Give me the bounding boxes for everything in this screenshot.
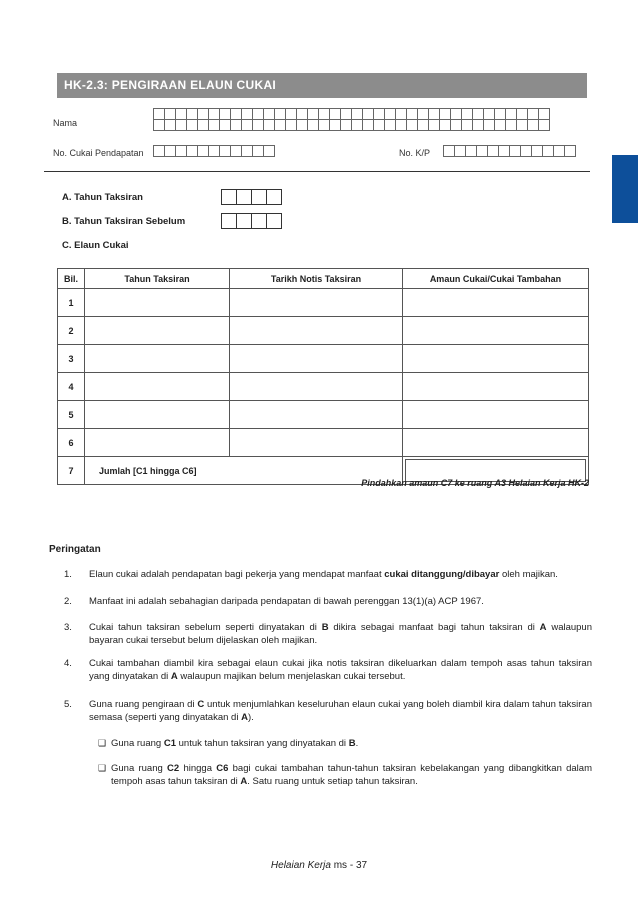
list-item: 5. Guna ruang pengiraan di C untuk menjumlahkan keseluruhan elaun cukai yang boleh diambil kira dalam tahun taksiran semasa (seperti yang dinyatakan di A). [64,699,592,723]
warning-title: Peringatan [49,544,101,555]
divider [44,171,590,172]
total-label: Jumlah [C1 hingga C6] [85,457,403,485]
col-header-bil: Bil. [58,269,85,289]
row-number: 1 [58,289,85,317]
amaun-cell[interactable] [403,429,589,457]
amaun-cell[interactable] [403,345,589,373]
no-kp-label: No. K/P [399,148,431,158]
row-number: 5 [58,401,85,429]
row-number: 6 [58,429,85,457]
row-number: 7 [58,457,85,485]
list-item: 1. Elaun cukai adalah pendapatan bagi pekerja yang mendapat manfaat cukai ditanggung/dibayar oleh majikan. [64,569,558,580]
table-row [58,317,589,345]
row-number: 4 [58,373,85,401]
tahun-taksiran-input[interactable] [221,189,281,205]
tarikh-cell[interactable] [230,401,403,429]
tahun-cell[interactable] [85,345,230,373]
nama-field[interactable] [153,108,549,131]
col-header-tarikh: Tarikh Notis Taksiran [230,269,403,289]
tarikh-cell[interactable] [230,317,403,345]
transfer-note: Pindahkan amaun C7 ke ruang A3 Helaian Kerja HK-2 [361,478,589,488]
amaun-cell[interactable] [403,317,589,345]
col-header-tahun: Tahun Taksiran [85,269,230,289]
amaun-cell[interactable] [403,373,589,401]
tahun-cell[interactable] [85,401,230,429]
tahun-cell[interactable] [85,373,230,401]
section-c-label: C. Elaun Cukai [62,240,129,251]
table-row [58,373,589,401]
row-number: 2 [58,317,85,345]
table-row [58,289,589,317]
table-row [58,345,589,373]
checkbox-bullet-icon: ❑ [98,763,107,773]
tahun-taksiran-sebelum-input[interactable] [221,213,281,229]
nama-label: Nama [53,118,78,128]
no-kp-field[interactable] [443,145,575,157]
table-row [58,429,589,457]
table-row [58,401,589,429]
no-cukai-field[interactable] [153,145,274,157]
col-header-amaun: Amaun Cukai/Cukai Tambahan [403,269,589,289]
tarikh-cell[interactable] [230,429,403,457]
list-item: 4. Cukai tambahan diambil kira sebagai elaun cukai jika notis taksiran dikeluarkan dalam tempoh asas tahun taksiran yang dinyatakan di A walaupun majikan belum menjelaskan cukai tersebut. [64,658,592,682]
section-tab-marker [612,155,638,223]
elaun-cukai-table [57,268,589,485]
tarikh-cell[interactable] [230,373,403,401]
tahun-cell[interactable] [85,429,230,457]
section-b-label: B. Tahun Taksiran Sebelum [62,216,186,227]
form-title: HK-2.3: PENGIRAAN ELAUN CUKAI [57,73,587,98]
tahun-cell[interactable] [85,317,230,345]
list-item: 3. Cukai tahun taksiran sebelum seperti dinyatakan di B dikira sebagai manfaat bagi tahun taksiran di A walaupun bayaran cukai tersebut belum dijelaskan oleh majikan. [64,622,593,646]
sub-list-item: ❑ Guna ruang C1 untuk tahun taksiran yang dinyatakan di B. [98,738,359,749]
section-a-label: A. Tahun Taksiran [62,192,143,203]
amaun-cell[interactable] [403,289,589,317]
tarikh-cell[interactable] [230,289,403,317]
sub-list-item: ❑ Guna ruang C2 hingga C6 bagi cukai tambahan tahun-tahun taksiran kebelakangan yang dibangkitkan dalam tempoh asas tahun taksiran di A. Satu ruang untuk setiap tahun taksiran. [98,763,592,787]
tahun-cell[interactable] [85,289,230,317]
list-item: 2. Manfaat ini adalah sebahagian daripada pendapatan di bawah perenggan 13(1)(a) ACP 1967. [64,596,484,607]
no-cukai-label: No. Cukai Pendapatan [53,148,144,158]
checkbox-bullet-icon: ❑ [98,738,107,748]
page-footer: Helaian Kerja ms - 37 [270,860,368,871]
tarikh-cell[interactable] [230,345,403,373]
row-number: 3 [58,345,85,373]
amaun-cell[interactable] [403,401,589,429]
